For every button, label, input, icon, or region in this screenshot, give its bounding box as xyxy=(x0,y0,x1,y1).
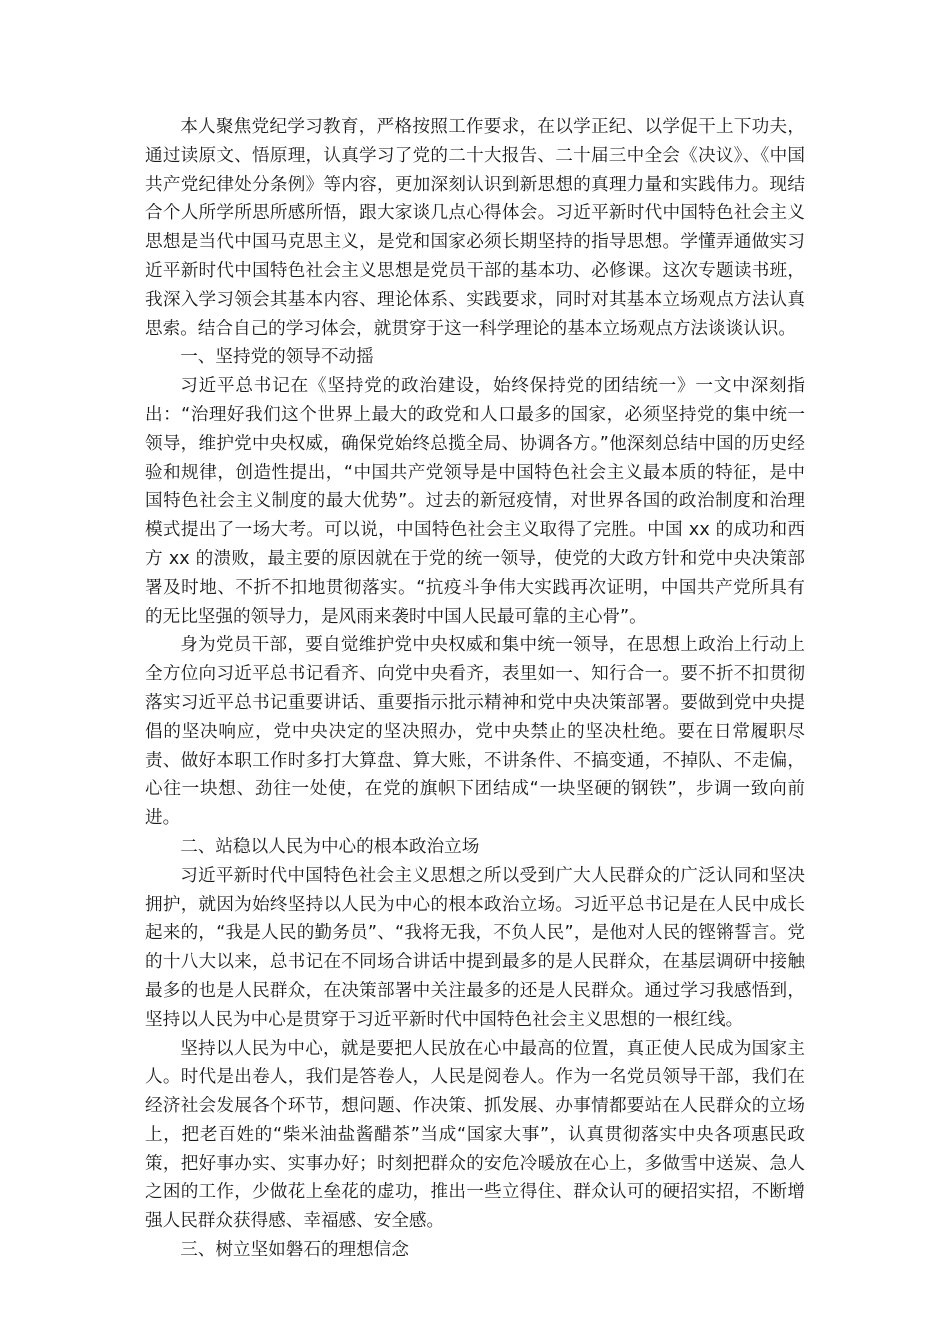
section-2-paragraph-1: 习近平新时代中国特色社会主义思想之所以受到广大人民群众的广泛认同和坚决拥护，就因为始终坚持以人民为中心的根本政治立场。习近平总书记是在人民中成长起来的，“我是人民的勤务员”、“我将无我，不负人民”，是他对人民的铿锵誓言。党的十八大以来，总书记在不同场合讲话中提到最多的是人民群众，在基层调研中接触最多的也是人民群众，在决策部署中关注最多的还是人民群众。通过学习我感悟到，坚持以人民为中心是贯穿于习近平新时代中国特色社会主义思想的一根红线。 xyxy=(145,865,805,1030)
section-1-paragraph-2: 身为党员干部，要自觉维护党中央权威和集中统一领导，在思想上政治上行动上全方位向习近平总书记看齐、向党中央看齐，表里如一、知行合一。要不折不扣贯彻落实习近平总书记重要讲话、重要指示批示精神和党中央决策部署。要做到党中央提倡的坚决响应，党中央决定的坚决照办，党中央禁止的坚决杜绝。要在日常履职尽责、做好本职工作时多打大算盘、算大账，不讲条件、不搞变通，不掉队、不走偏，心往一块想、劲往一处使，在党的旗帜下团结成“一块坚硬的钢铁”，步调一致向前进。 xyxy=(145,635,805,829)
section-1-paragraph-1: 习近平总书记在《坚持党的政治建设，始终保持党的团结统一》一文中深刻指出：“治理好我们这个世界上最大的政党和人口最多的国家，必须坚持党的集中统一领导，维护党中央权威，确保党始终总揽全局、协调各方。”他深刻总结中国的历史经验和规律，创造性提出，“中国共产党领导是中国特色社会主义最本质的特征，是中国特色社会主义制度的最大优势”。过去的新冠疫情，对世界各国的政治制度和治理模式提出了一场大考。可以说，中国特色社会主义取得了完胜。中国 xx 的成功和西方 xx 的溃败，最主要的原因就在于党的统一领导，使党的大政方针和党中央决策部署及时地、不折不扣地贯彻落实。“抗疫斗争伟大实践再次证明，中国共产党所具有的无比坚强的领导力，是风雨来袭时中国人民最可靠的主心骨”。 xyxy=(145,376,805,627)
section-heading-3: 三、树立坚如磐石的理想信念 xyxy=(180,1240,409,1261)
intro-paragraph: 本人聚焦党纪学习教育，严格按照工作要求，在以学正纪、以学促干上下功夫，通过读原文、悟原理，认真学习了党的二十大报告、二十届三中全会《决议》、《中国共产党纪律处分条例》等内容，更加深刻认识到新思想的真理力量和实践伟力。现结合个人所学所思所感所悟，跟大家谈几点心得体会。习近平新时代中国特色社会主义思想是当代中国马克思主义，是党和国家必须长期坚持的指导思想。学懂弄通做实习近平新时代中国特色社会主义思想是党员干部的基本功、必修课。这次专题读书班，我深入学习领会其基本内容、理论体系、实践要求，同时对其基本立场观点方法认真思索。结合自己的学习体会，就贯穿于这一科学理论的基本立场观点方法谈谈认识。 xyxy=(145,117,805,339)
document-page xyxy=(145,113,805,1265)
section-heading-1: 一、坚持党的领导不动摇 xyxy=(180,347,374,368)
section-heading-2: 二、站稳以人民为中心的根本政治立场 xyxy=(180,836,480,857)
section-2-paragraph-2: 坚持以人民为中心，就是要把人民放在心中最高的位置，真正使人民成为国家主人。时代是出卷人，我们是答卷人，人民是阅卷人。作为一名党员领导干部，我们在经济社会发展各个环节，想问题、作决策、抓发展、办事情都要站在人民群众的立场上，把老百姓的“柴米油盐酱醋茶”当成“国家大事”，认真贯彻落实中央各项惠民政策，把好事办实、实事办好；时刻把群众的安危冷暖放在心上，多做雪中送炭、急人之困的工作，少做花上垒花的虚功，推出一些立得住、群众认可的硬招实招，不断增强人民群众获得感、幸福感、安全感。 xyxy=(145,1038,805,1232)
